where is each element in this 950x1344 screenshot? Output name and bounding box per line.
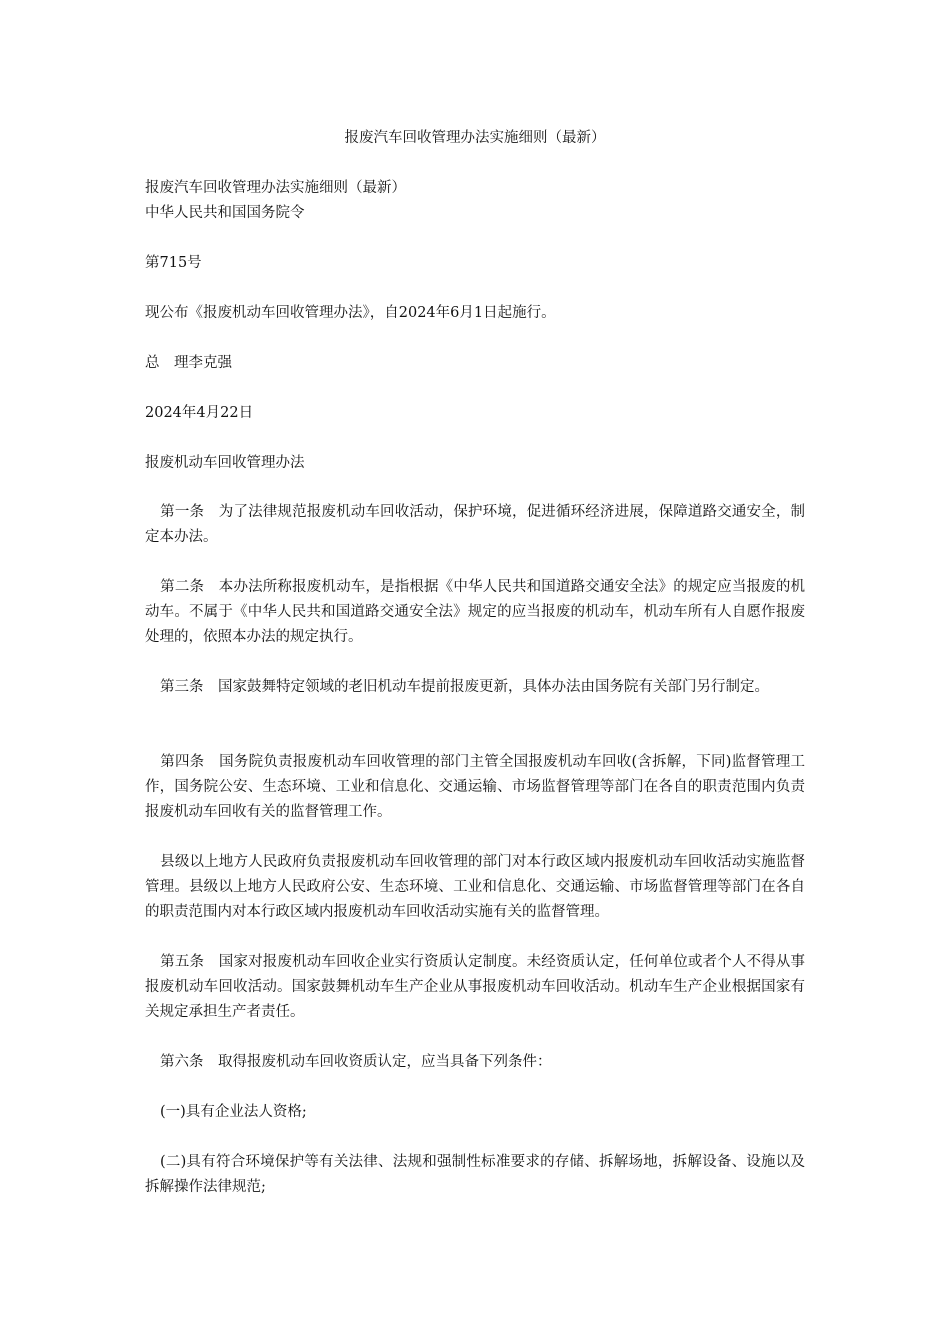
header-line-2: 中华人民共和国国务院令: [145, 205, 305, 221]
header-line-1: 报废汽车回收管理办法实施细则（最新）: [145, 180, 406, 196]
article-5: [145, 950, 805, 1025]
article-6: [145, 1050, 805, 1075]
signatory: 总 理李克强: [145, 355, 232, 371]
article-3-text: 第三条 国家鼓舞特定领域的老旧机动车提前报废更新，具体办法由国务院有关部门另行制定。: [160, 679, 769, 695]
article-6-item-2: [145, 1150, 805, 1200]
article-2: [145, 575, 805, 650]
order-number: 第715号: [145, 255, 202, 271]
regulation-title: 报废机动车回收管理办法: [145, 455, 305, 471]
article-5-text: 第五条 国家对报废机动车回收企业实行资质认定制度。未经资质认定，任何单位或者个人不得从事报废机动车回收活动。国家鼓舞机动车生产企业从事报废机动车回收活动。机动车生产企业根据国家有关规定承担生产者责任。: [145, 954, 805, 1020]
article-2-text: 第二条 本办法所称报废机动车，是指根据《中华人民共和国道路交通安全法》的规定应当报废的机动车。不属于《中华人民共和国道路交通安全法》规定的应当报废的机动车，机动车所有人自愿作报废处理的，依照本办法的规定执行。: [145, 579, 805, 645]
announcement: 现公布《报废机动车回收管理办法》，自2024年6月1日起施行。: [145, 305, 556, 321]
article-1-text: 第一条 为了法律规范报废机动车回收活动，保护环境，促进循环经济进展，保障道路交通安全，制定本办法。: [145, 504, 805, 545]
article-6-text: 第六条 取得报废机动车回收资质认定，应当具备下列条件：: [160, 1054, 552, 1070]
article-4-text: 第四条 国务院负责报废机动车回收管理的部门主管全国报废机动车回收(含拆解，下同)监督管理工作，国务院公安、生态环境、工业和信息化、交通运输、市场监督管理等部门在各自的职责范围内负责报废机动车回收有关的监督管理工作。: [145, 754, 805, 820]
document-title: 报废汽车回收管理办法实施细则（最新）: [344, 130, 606, 146]
article-1: [145, 500, 805, 550]
article-4-paragraph-2: [145, 850, 805, 925]
article-4: [145, 750, 805, 825]
article-6-item-1-text: (一)具有企业法人资格;: [160, 1104, 307, 1120]
article-4-paragraph-2-text: 县级以上地方人民政府负责报废机动车回收管理的部门对本行政区域内报废机动车回收活动实施监督管理。县级以上地方人民政府公安、生态环境、工业和信息化、交通运输、市场监督管理等部门在各自的职责范围内对本行政区域内报废机动车回收活动实施有关的监督管理。: [145, 854, 805, 920]
article-3: [145, 675, 805, 700]
date: 2024年4月22日: [145, 405, 254, 421]
article-6-item-1: [145, 1100, 805, 1125]
article-6-item-2-text: (二)具有符合环境保护等有关法律、法规和强制性标准要求的存储、拆解场地，拆解设备、设施以及拆解操作法律规范;: [145, 1154, 805, 1195]
